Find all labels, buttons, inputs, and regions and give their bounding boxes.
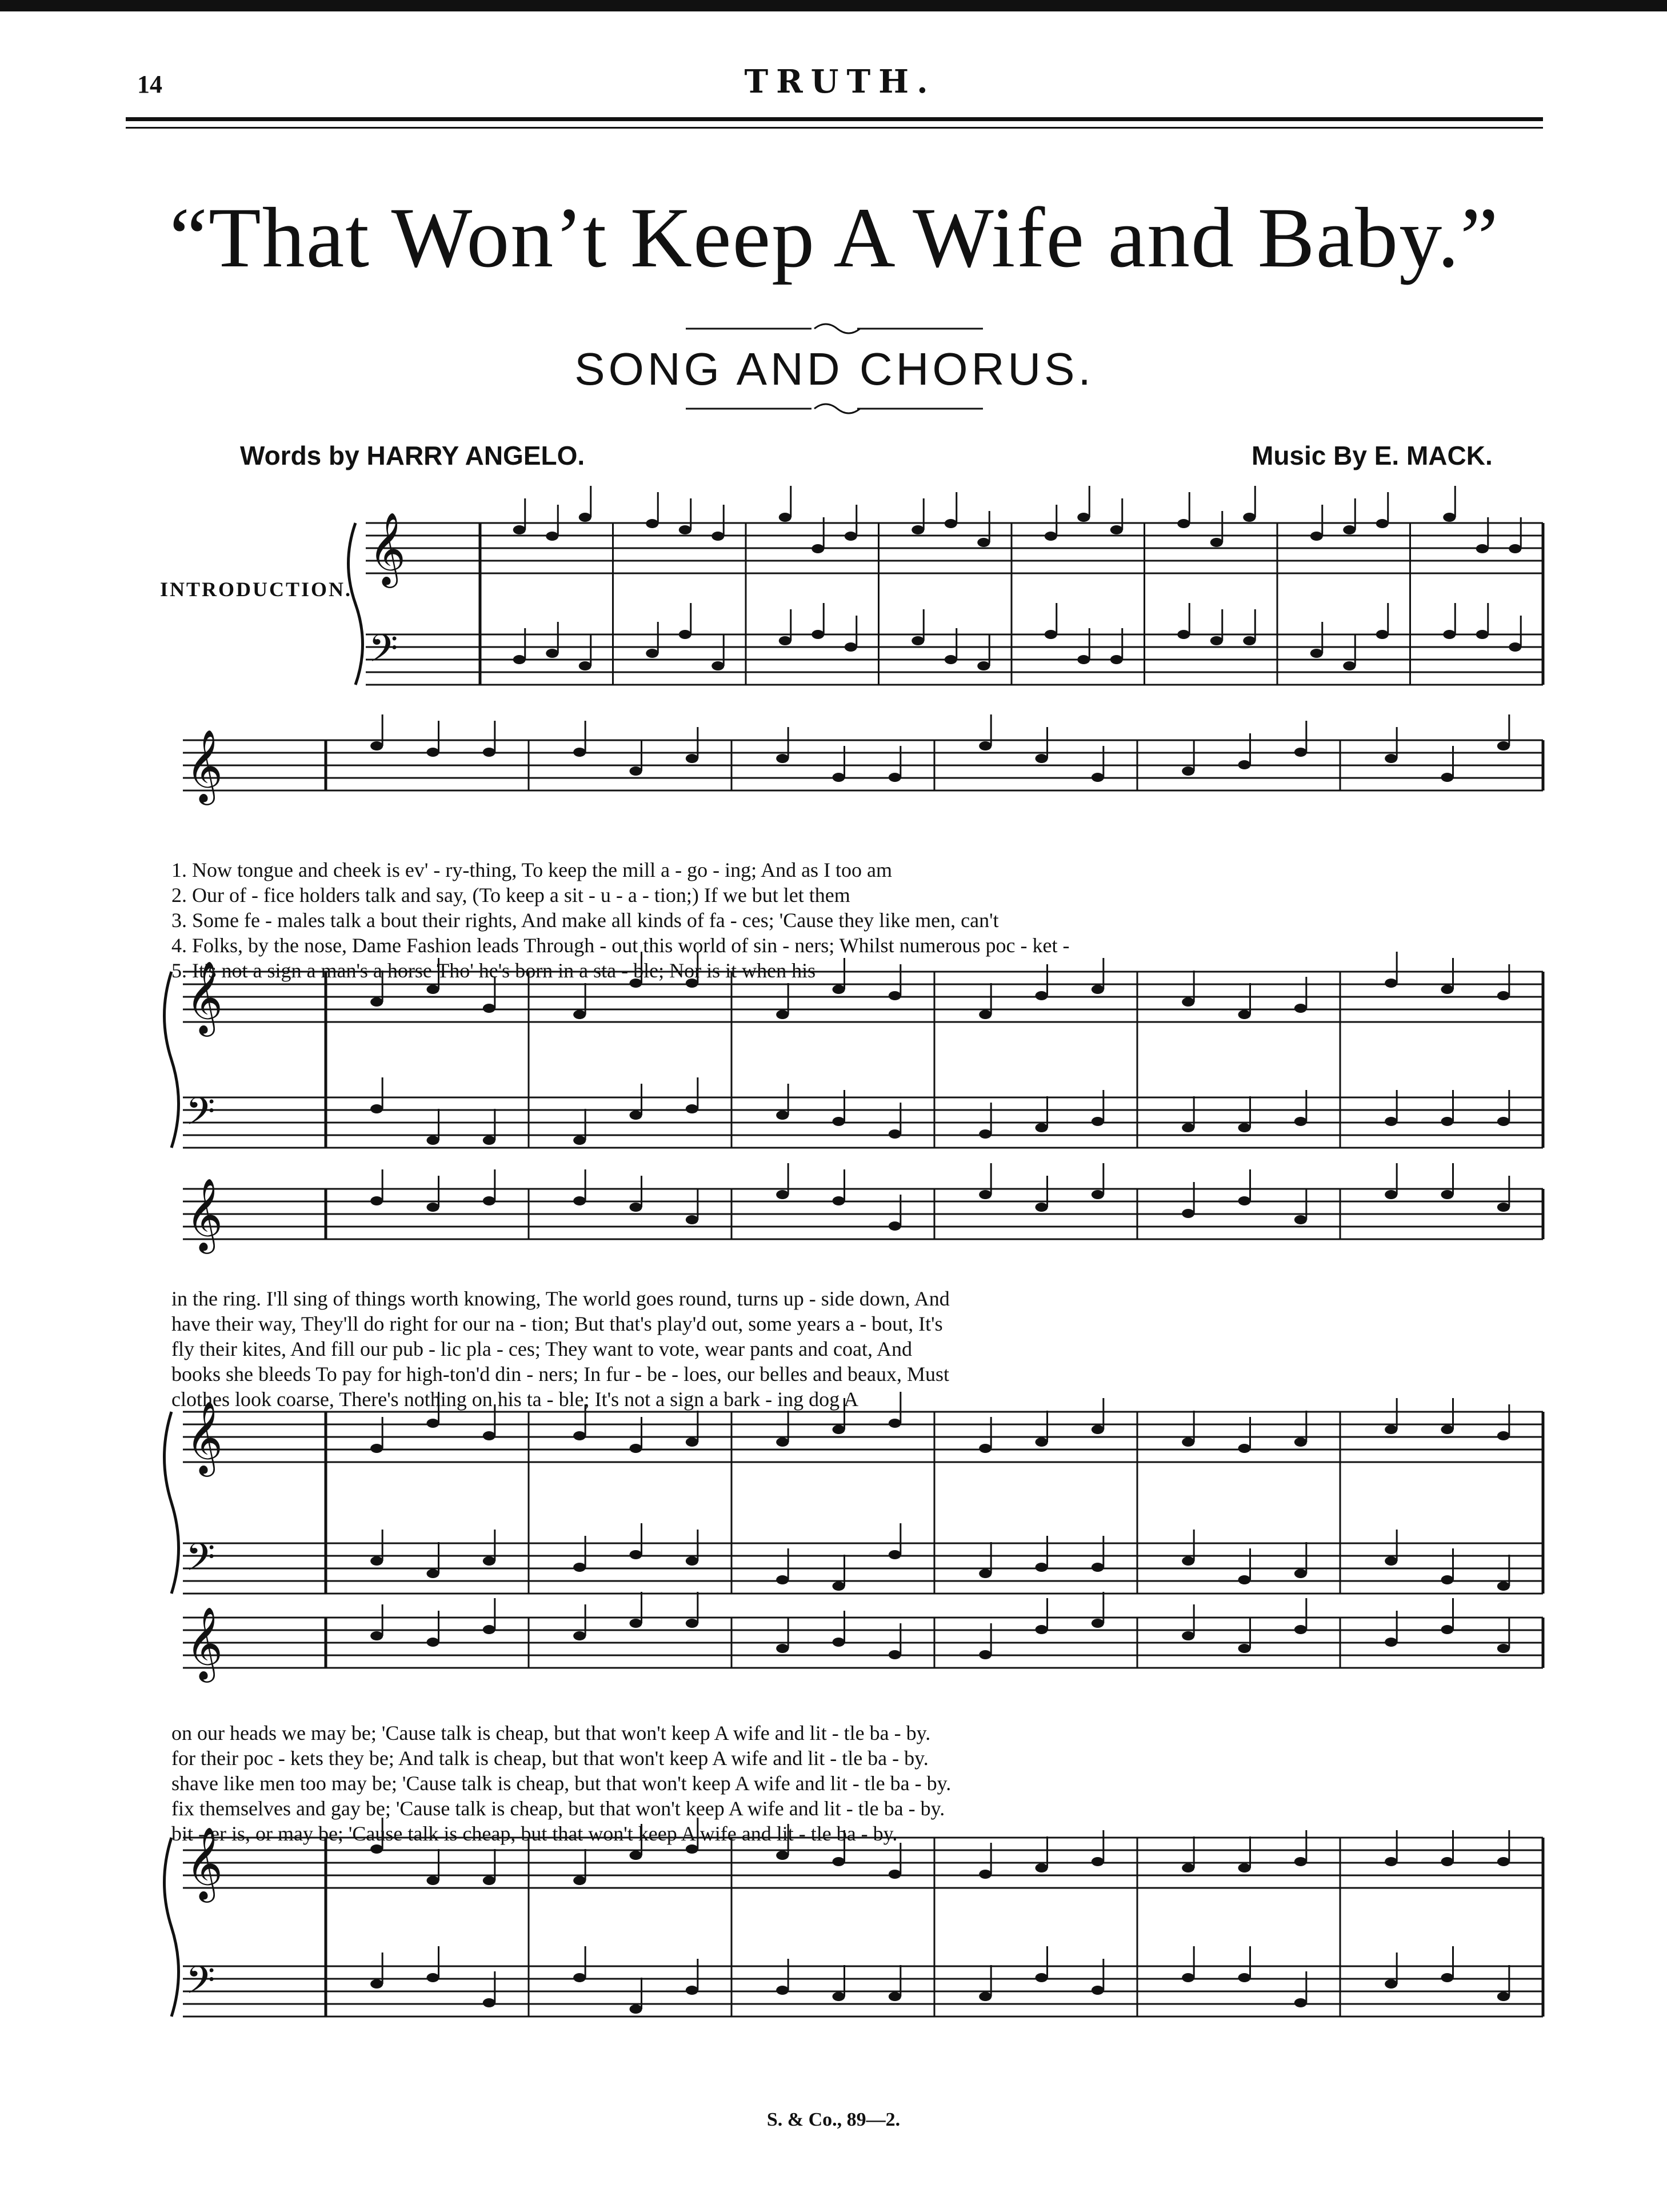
lyric-line: for their poc - kets they be; And talk is cheap, but that won't keep A wife and lit - tle ba - by. <box>171 1747 929 1770</box>
piano-bass-2-notehead <box>1036 1563 1048 1572</box>
piano-bass-2-notehead <box>630 1550 642 1559</box>
intro-treble-notehead <box>1045 532 1057 541</box>
piano-bass-1-notehead <box>1182 1123 1194 1132</box>
piano-treble-3-notehead <box>1385 1857 1397 1866</box>
intro-treble-notehead <box>1310 532 1323 541</box>
piano-treble-1-notehead <box>776 1010 789 1019</box>
intro-treble-notehead <box>845 532 857 541</box>
intro-bass-notehead <box>845 642 857 652</box>
piano-bass-2-notehead <box>1238 1575 1251 1584</box>
words-credit: Words by HARRY ANGELO. <box>240 441 585 470</box>
piano-bass-3-notehead <box>1441 1973 1454 1982</box>
voice-2-notehead <box>427 1203 439 1212</box>
piano-bass-1-notehead <box>776 1111 789 1120</box>
voice-2-notehead <box>1036 1203 1048 1212</box>
piano-treble-3-notehead <box>1036 1863 1048 1872</box>
piano-bass-1-notehead <box>1238 1123 1251 1132</box>
piano-bass-1-notehead <box>1385 1117 1397 1126</box>
piano-treble-2-notehead <box>427 1419 439 1428</box>
intro-treble-notehead <box>811 544 824 553</box>
piano-treble-3-notehead <box>630 1851 642 1860</box>
intro-bass-notehead <box>945 655 957 664</box>
piano-bass-2-notehead <box>889 1550 901 1559</box>
piano-bass-3-notehead <box>1385 1979 1397 1989</box>
piano-treble-3-notehead <box>1497 1857 1510 1866</box>
piano-bass-1-notehead <box>630 1111 642 1120</box>
voice-3-notehead <box>1036 1625 1048 1634</box>
intro-bass-notehead <box>1310 649 1323 658</box>
piano-bass-3-notehead <box>686 1986 698 1995</box>
piano-bass-3-notehead <box>833 1992 845 2001</box>
voice-1-notehead <box>1294 748 1307 757</box>
voice-3-notehead <box>979 1650 992 1659</box>
lyric-line: 1. Now tongue and cheek is ev' - ry-thing, To keep the mill a - go - ing; And as I too am <box>171 859 893 881</box>
lyric-line: in the ring. I'll sing of things worth knowing, The world goes round, turns up - side down, And <box>171 1287 950 1310</box>
intro-bass-notehead <box>1243 636 1256 645</box>
voice-2-notehead <box>979 1190 992 1199</box>
piano-treble-2-notehead <box>1036 1438 1048 1447</box>
piano-bass-2-notehead <box>1092 1563 1104 1572</box>
intro-treble-notehead <box>945 519 957 528</box>
intro-bass-notehead <box>1210 636 1223 645</box>
piano-treble-1-notehead <box>1294 1004 1307 1013</box>
piano-bass-2-notehead <box>1385 1556 1397 1566</box>
voice-3-notehead <box>1497 1644 1510 1653</box>
lyrics-system-1 <box>171 857 1520 983</box>
voice-3-notehead <box>686 1619 698 1628</box>
voice-2-notehead <box>1092 1190 1104 1199</box>
intro-treble-notehead <box>1243 513 1256 522</box>
piano-bass-2-notehead <box>776 1575 789 1584</box>
piano-bass-1-notehead <box>1497 1117 1510 1126</box>
piano-brace-3 <box>165 1838 179 2017</box>
voice-2-notehead <box>370 1196 383 1205</box>
voice-3-notehead <box>1385 1638 1397 1647</box>
voice-2-notehead <box>483 1196 495 1205</box>
piano-treble-3-notehead <box>1238 1863 1251 1872</box>
intro-bass-notehead <box>1343 661 1356 670</box>
piano-treble-3-notehead <box>776 1851 789 1860</box>
voice-2-notehead <box>1385 1190 1397 1199</box>
song-title: “That Won’t Keep A Wife and Baby.” <box>169 190 1500 285</box>
piano-bass-2-notehead <box>686 1556 698 1566</box>
piano-treble-2-notehead <box>686 1438 698 1447</box>
voice-2-notehead <box>1294 1215 1307 1224</box>
intro-bass-notehead <box>1476 630 1489 639</box>
piano-treble-1-notehead <box>370 997 383 1007</box>
intro-bass-notehead <box>546 649 558 658</box>
intro-bass-notehead <box>1110 655 1123 664</box>
lyric-line: 3. Some fe - males talk a bout their rights, And make all kinds of fa - ces; 'Cause they like men, can't <box>171 909 999 932</box>
piano-bass-1-notehead <box>1441 1117 1454 1126</box>
intro-treble-notehead <box>977 538 990 547</box>
voice-2-notehead <box>1441 1190 1454 1199</box>
song-subtitle: SONG AND CHORUS. <box>574 344 1094 394</box>
lyric-line: 5. It's not a sign a man's a horse Tho' he's born in a sta - ble; Nor is it when his <box>171 959 816 982</box>
voice-3-notehead <box>370 1631 383 1640</box>
piano-bass-2-notehead <box>427 1569 439 1578</box>
treble-clef-icon: 𝄞 <box>369 512 406 585</box>
piano-bass-2-notehead <box>1497 1582 1510 1591</box>
voice-3-notehead <box>483 1625 495 1634</box>
lyrics-system-2 <box>171 1286 1520 1412</box>
piano-bass-3-notehead <box>1182 1973 1194 1982</box>
bass-clef-icon: 𝄢 <box>369 626 398 680</box>
intro-treble-notehead <box>546 532 558 541</box>
intro-treble-notehead <box>1476 544 1489 553</box>
intro-bass-notehead <box>912 636 924 645</box>
intro-bass-notehead <box>513 655 526 664</box>
intro-bass-notehead <box>1443 630 1456 639</box>
piano-bass-2-notehead <box>979 1569 992 1578</box>
voice-3-notehead <box>1182 1631 1194 1640</box>
bass-clef-icon: 𝄢 <box>186 1089 215 1143</box>
voice-2-notehead <box>889 1221 901 1231</box>
piano-treble-3-notehead <box>427 1876 439 1885</box>
voice-2-notehead <box>630 1203 642 1212</box>
voice-2-notehead <box>573 1196 586 1205</box>
intro-treble-notehead <box>513 525 526 534</box>
voice-3-notehead <box>630 1619 642 1628</box>
voice-1-notehead <box>630 766 642 776</box>
piano-treble-2-notehead <box>370 1444 383 1453</box>
voice-1-notehead <box>889 773 901 782</box>
piano-treble-2-notehead <box>776 1438 789 1447</box>
piano-bass-1-notehead <box>1092 1117 1104 1126</box>
piano-treble-2-notehead <box>1385 1425 1397 1434</box>
intro-treble-notehead <box>711 532 724 541</box>
lyric-line: fly their kites, And fill our pub - lic pla - ces; They want to vote, wear pants and coat, And <box>171 1337 913 1360</box>
piano-treble-2-notehead <box>833 1425 845 1434</box>
piano-treble-2-notehead <box>1092 1425 1104 1434</box>
piano-bass-2-notehead <box>1441 1575 1454 1584</box>
piano-treble-2-notehead <box>573 1431 586 1440</box>
voice-2-notehead <box>1497 1203 1510 1212</box>
intro-bass-notehead <box>711 661 724 670</box>
piano-bass-3-notehead <box>427 1973 439 1982</box>
piano-treble-1-notehead <box>573 1010 586 1019</box>
lyric-line: shave like men too may be; 'Cause talk is cheap, but that won't keep A wife and lit - tle ba - by. <box>171 1772 952 1795</box>
piano-bass-3-notehead <box>889 1992 901 2001</box>
piano-treble-3-notehead <box>573 1876 586 1885</box>
bass-clef-icon: 𝄢 <box>186 1958 215 2011</box>
intro-treble-notehead <box>1077 513 1090 522</box>
piano-bass-1-notehead <box>1294 1117 1307 1126</box>
intro-treble-notehead <box>1509 544 1521 553</box>
piano-treble-3-notehead <box>1294 1857 1307 1866</box>
piano-bass-3-notehead <box>1036 1973 1048 1982</box>
voice-1-notehead <box>1441 773 1454 782</box>
voice-1-notehead <box>370 741 383 750</box>
piano-bass-3-notehead <box>1238 1973 1251 1982</box>
intro-bass-notehead <box>646 649 658 658</box>
lyric-line: fix themselves and gay be; 'Cause talk is cheap, but that won't keep A wife and lit - tle ba - by. <box>171 1797 945 1820</box>
intro-bass-notehead <box>1077 655 1090 664</box>
treble-clef-icon: 𝄞 <box>186 729 223 802</box>
voice-2-notehead <box>1182 1209 1194 1218</box>
piano-treble-1-notehead <box>483 1004 495 1013</box>
treble-clef-icon: 𝄞 <box>186 1606 223 1679</box>
piano-bass-3-notehead <box>1092 1986 1104 1995</box>
voice-1-notehead <box>1036 754 1048 763</box>
intro-bass-notehead <box>1509 642 1521 652</box>
intro-bass-notehead <box>1045 630 1057 639</box>
piano-treble-1-notehead <box>1036 991 1048 1000</box>
intro-treble-notehead <box>646 519 658 528</box>
piano-treble-1-notehead <box>833 985 845 994</box>
voice-3-notehead <box>1092 1619 1104 1628</box>
music-credit: Music By E. MACK. <box>1252 441 1493 470</box>
piano-bass-3-notehead <box>1294 1998 1307 2007</box>
piano-treble-1-notehead <box>1182 997 1194 1007</box>
bass-clef-icon: 𝄢 <box>186 1535 215 1588</box>
piano-bass-1-notehead <box>979 1129 992 1139</box>
lyric-line: 4. Folks, by the nose, Dame Fashion leads Through - out this world of sin - ners; Whilst numerous poc - ket - <box>171 934 1070 957</box>
intro-treble-notehead <box>912 525 924 534</box>
piano-bass-3-notehead <box>630 2005 642 2014</box>
piano-bass-1-notehead <box>1036 1123 1048 1132</box>
voice-3-notehead <box>833 1638 845 1647</box>
intro-treble-notehead <box>579 513 591 522</box>
piano-treble-2-notehead <box>630 1444 642 1453</box>
piano-bass-2-notehead <box>483 1556 495 1566</box>
intro-treble-notehead <box>1110 525 1123 534</box>
piano-bass-1-notehead <box>427 1136 439 1145</box>
intro-bass-notehead <box>679 630 691 639</box>
intro-bass-notehead <box>811 630 824 639</box>
voice-1-notehead <box>427 748 439 757</box>
voice-1-notehead <box>1385 754 1397 763</box>
treble-clef-icon: 𝄞 <box>186 1826 223 1899</box>
piano-treble-3-notehead <box>1092 1857 1104 1866</box>
intro-treble-notehead <box>1443 513 1456 522</box>
voice-1-notehead <box>686 754 698 763</box>
piano-bass-1-notehead <box>889 1129 901 1139</box>
voice-1-notehead <box>776 754 789 763</box>
intro-brace <box>349 523 363 685</box>
voice-3-notehead <box>1441 1625 1454 1634</box>
intro-bass-notehead <box>1376 630 1389 639</box>
piano-treble-2-notehead <box>1294 1438 1307 1447</box>
piano-treble-3-notehead <box>833 1857 845 1866</box>
voice-1-notehead <box>483 748 495 757</box>
piano-treble-1-notehead <box>1441 985 1454 994</box>
piano-bass-3-notehead <box>776 1986 789 1995</box>
piano-bass-1-notehead <box>370 1104 383 1113</box>
piano-bass-2-notehead <box>1182 1556 1194 1566</box>
intro-treble-notehead <box>1177 519 1190 528</box>
page-number: 14 <box>137 70 162 98</box>
voice-3-notehead <box>776 1644 789 1653</box>
piano-treble-3-notehead <box>889 1870 901 1879</box>
piano-bass-3-notehead <box>483 1998 495 2007</box>
piano-bass-1-notehead <box>833 1117 845 1126</box>
intro-treble-notehead <box>1343 525 1356 534</box>
piano-treble-1-notehead <box>1497 991 1510 1000</box>
piano-bass-3-notehead <box>573 1973 586 1982</box>
introduction-label: INTRODUCTION. <box>160 578 353 601</box>
voice-1-notehead <box>1092 773 1104 782</box>
piano-bass-3-notehead <box>979 1992 992 2001</box>
piano-bass-3-notehead <box>370 1979 383 1989</box>
voice-3-notehead <box>889 1650 901 1659</box>
footer-imprint: S. & Co., 89—2. <box>766 2109 901 2130</box>
voice-2-notehead <box>833 1196 845 1205</box>
lyric-line: have their way, They'll do right for our na - tion; But that's play'd out, some years a - bout, It's <box>171 1312 943 1335</box>
treble-clef-icon: 𝄞 <box>186 1177 223 1251</box>
piano-bass-2-notehead <box>833 1582 845 1591</box>
piano-treble-1-notehead <box>889 991 901 1000</box>
piano-treble-2-notehead <box>1238 1444 1251 1453</box>
piano-brace-1 <box>165 972 179 1148</box>
voice-1-notehead <box>1238 760 1251 769</box>
piano-treble-3-notehead <box>1441 1857 1454 1866</box>
intro-treble-notehead <box>679 525 691 534</box>
voice-2-notehead <box>1238 1196 1251 1205</box>
piano-bass-1-notehead <box>483 1136 495 1145</box>
intro-treble-notehead <box>1210 538 1223 547</box>
piano-treble-1-notehead <box>1238 1010 1251 1019</box>
intro-bass-notehead <box>579 661 591 670</box>
piano-treble-1-notehead <box>979 1010 992 1019</box>
lyric-line: books she bleeds To pay for high-ton'd din - ners; In fur - be - loes, our belles and beaux, Must <box>171 1363 950 1386</box>
piano-treble-2-notehead <box>889 1419 901 1428</box>
piano-treble-2-notehead <box>483 1431 495 1440</box>
piano-bass-1-notehead <box>686 1104 698 1113</box>
treble-clef-icon: 𝄞 <box>186 1400 223 1474</box>
voice-1-notehead <box>833 773 845 782</box>
piano-bass-2-notehead <box>1294 1569 1307 1578</box>
piano-treble-2-notehead <box>1182 1438 1194 1447</box>
intro-bass-notehead <box>779 636 791 645</box>
voice-1-notehead <box>573 748 586 757</box>
piano-treble-2-notehead <box>1497 1431 1510 1440</box>
voice-1-notehead <box>979 741 992 750</box>
lyric-line: 2. Our of - fice holders talk and say, (To keep a sit - u - a - tion;) If we but let them <box>171 884 850 907</box>
lyric-line: bit - er is, or may be; 'Cause talk is cheap, but that won't keep A wife and lit - tle ba - by. <box>171 1822 898 1845</box>
intro-bass-notehead <box>1177 630 1190 639</box>
piano-bass-2-notehead <box>573 1563 586 1572</box>
voice-2-notehead <box>686 1215 698 1224</box>
intro-bass-notehead <box>977 661 990 670</box>
lyric-line: on our heads we may be; 'Cause talk is cheap, but that won't keep A wife and lit - tle ba - by. <box>171 1722 931 1744</box>
piano-bass-2-notehead <box>370 1556 383 1566</box>
masthead: TRUTH. <box>744 63 936 101</box>
intro-treble-notehead <box>779 513 791 522</box>
lyrics-system-3 <box>171 1720 1520 1846</box>
voice-1-notehead <box>1497 741 1510 750</box>
piano-treble-2-notehead <box>979 1444 992 1453</box>
piano-treble-3-notehead <box>483 1876 495 1885</box>
piano-bass-1-notehead <box>573 1136 586 1145</box>
piano-treble-3-notehead <box>1182 1863 1194 1872</box>
piano-bass-3-notehead <box>1497 1992 1510 2001</box>
voice-1-notehead <box>1182 766 1194 776</box>
voice-3-notehead <box>427 1638 439 1647</box>
piano-treble-2-notehead <box>1441 1425 1454 1434</box>
voice-3-notehead <box>1294 1625 1307 1634</box>
piano-brace-2 <box>165 1412 179 1594</box>
lyric-line: clothes look coarse, There's nothing on his ta - ble; It's not a sign a bark - ing dog A <box>171 1388 859 1411</box>
treble-clef-icon: 𝄞 <box>186 960 223 1033</box>
piano-treble-1-notehead <box>1092 985 1104 994</box>
piano-treble-3-notehead <box>979 1870 992 1879</box>
voice-2-notehead <box>776 1190 789 1199</box>
piano-treble-1-notehead <box>427 985 439 994</box>
voice-3-notehead <box>573 1631 586 1640</box>
intro-treble-notehead <box>1376 519 1389 528</box>
voice-3-notehead <box>1238 1644 1251 1653</box>
